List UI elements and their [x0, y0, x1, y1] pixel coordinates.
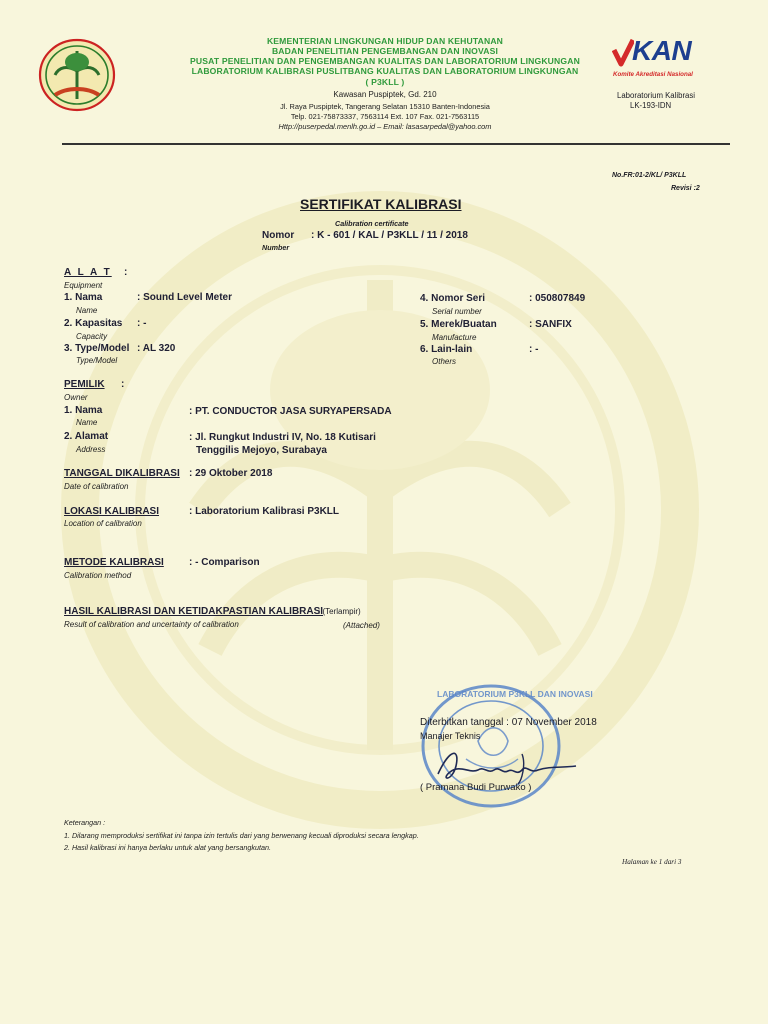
- result-en: Result of calibration and uncertainty of calibration: [64, 620, 239, 629]
- revision-number: Revisi :2: [671, 185, 700, 192]
- header-address-line-1: Kawasan Puspiptek, Gd. 210: [333, 90, 437, 99]
- page-number: Halaman ke 1 dari 3: [622, 858, 682, 866]
- alat-name-value: : Sound Level Meter: [137, 292, 233, 303]
- owner-address-en: Address: [76, 445, 106, 454]
- result-value: : (Terlampir): [318, 607, 361, 616]
- kan-subtitle: Komite Akreditasi Nasional: [613, 71, 693, 78]
- method-en: Calibration method: [64, 571, 132, 580]
- header-ministry-line-3: PUSAT PENELITIAN DAN PENGEMBANGAN KUALITAS DAN LABORATORIUM LINGKUNGAN: [190, 56, 580, 66]
- owner-address-line-1: : Jl. Rungkut Industri IV, No. 18 Kutisari: [189, 432, 376, 443]
- nomor-label: Nomor: [262, 230, 295, 241]
- note-item-1: 1. Dilarang memproduksi sertifikat ini tanpa izin tertulis dari yang berwenang kecuali diproduksi secara lengkap.: [64, 831, 419, 840]
- alat-name-en: Name: [76, 306, 98, 315]
- header-ministry-line-1: KEMENTERIAN LINGKUNGAN HIDUP DAN KEHUTANAN: [266, 36, 504, 46]
- ministry-logo-icon: [37, 37, 117, 113]
- owner-name-en: Name: [76, 418, 98, 427]
- kan-logo-text: KAN: [632, 35, 692, 66]
- owner-address-line-2: Tenggilis Mejoyo, Surabaya: [196, 445, 327, 456]
- header-ministry-line-4: LABORATORIUM KALIBRASI PUSLITBANG KUALITAS DAN LABORATORIUM LINGKUNGAN: [191, 66, 579, 76]
- note-item-2: 2. Hasil kalibrasi ini hanya berlaku untuk alat yang bersangkutan.: [64, 843, 271, 852]
- method-label: METODE KALIBRASI: [64, 557, 164, 568]
- alat-heading-en: Equipment: [64, 281, 103, 290]
- owner-name-label: 1. Nama: [64, 405, 103, 416]
- notes-heading: Keterangan :: [64, 818, 106, 827]
- date-label: TANGGAL DIKALIBRASI: [64, 468, 180, 479]
- date-en: Date of calibration: [64, 482, 129, 491]
- alat-others-en: Others: [432, 357, 457, 366]
- stamp-text: LABORATORIUM P3KLL DAN INOVASI: [437, 689, 593, 699]
- form-number: No.FR:01-2/KL/ P3KLL: [612, 172, 687, 179]
- alat-others-value: : -: [529, 344, 539, 355]
- header-ministry-line-5: ( P3KLL ): [365, 77, 405, 87]
- kan-checkmark-icon: [612, 38, 634, 68]
- header-address-line-4: Http://puserpedal.menlh.go.id – Email: lasasarpedal@yahoo.com: [278, 122, 492, 131]
- alat-type-label: 3. Type/Model: [64, 343, 130, 354]
- kan-lab-line-1: Laboratorium Kalibrasi: [617, 91, 696, 100]
- location-value: : Laboratorium Kalibrasi P3KLL: [189, 506, 340, 517]
- alat-capacity-label: 2. Kapasitas: [64, 318, 123, 329]
- date-value: : 29 Oktober 2018: [189, 468, 273, 479]
- method-value: : - Comparison: [189, 557, 260, 568]
- alat-serial-en: Serial number: [432, 307, 482, 316]
- alat-brand-en: Manufacture: [432, 333, 477, 342]
- owner-name-value: : PT. CONDUCTOR JASA SURYAPERSADA: [189, 406, 392, 417]
- header-ministry-line-2: BADAN PENELITIAN PENGEMBANGAN DAN INOVASI: [271, 46, 499, 56]
- location-en: Location of calibration: [64, 519, 142, 528]
- certificate-subtitle: Calibration certificate: [335, 219, 409, 228]
- nomor-value: : K - 601 / KAL / P3KLL / 11 / 2018: [311, 230, 468, 241]
- header-address-line-2: Jl. Raya Puspiptek, Tangerang Selatan 15310 Banten-Indonesia: [280, 102, 490, 111]
- location-label: LOKASI KALIBRASI: [64, 506, 159, 517]
- alat-serial-value: : 050807849: [529, 293, 586, 304]
- number-label: Number: [262, 243, 290, 252]
- alat-serial-label: 4. Nomor Seri: [420, 293, 486, 304]
- alat-capacity-value: : -: [137, 318, 147, 329]
- manager-role: Manajer Teknis: [420, 731, 481, 741]
- alat-type-en: Type/Model: [76, 356, 118, 365]
- alat-heading-colon: :: [124, 267, 128, 278]
- pemilik-heading-en: Owner: [64, 393, 88, 402]
- signer-name: ( Pramana Budi Purwako ): [420, 782, 532, 793]
- alat-heading: A L A T: [64, 267, 112, 278]
- header-divider: [62, 143, 730, 145]
- alat-capacity-en: Capacity: [76, 332, 108, 341]
- issued-date: Diterbitkan tanggal : 07 November 2018: [420, 717, 597, 728]
- alat-brand-value: : SANFIX: [529, 319, 572, 330]
- kan-lab-line-2: LK-193-IDN: [630, 101, 672, 110]
- pemilik-heading-colon: :: [121, 379, 125, 390]
- alat-type-value: : AL 320: [137, 343, 176, 354]
- certificate-title: SERTIFIKAT KALIBRASI: [300, 196, 462, 212]
- alat-name-label: 1. Nama: [64, 292, 103, 303]
- result-value-en: (Attached): [343, 621, 380, 630]
- alat-others-label: 6. Lain-lain: [420, 344, 473, 355]
- header-address-line-3: Telp. 021-75873337, 7563114 Ext. 107 Fax. 021-7563115: [290, 112, 480, 121]
- owner-address-label: 2. Alamat: [64, 431, 109, 442]
- result-label: HASIL KALIBRASI DAN KETIDAKPASTIAN KALIBRASI: [64, 606, 324, 617]
- pemilik-heading: PEMILIK: [64, 379, 105, 390]
- alat-brand-label: 5. Merek/Buatan: [420, 319, 497, 330]
